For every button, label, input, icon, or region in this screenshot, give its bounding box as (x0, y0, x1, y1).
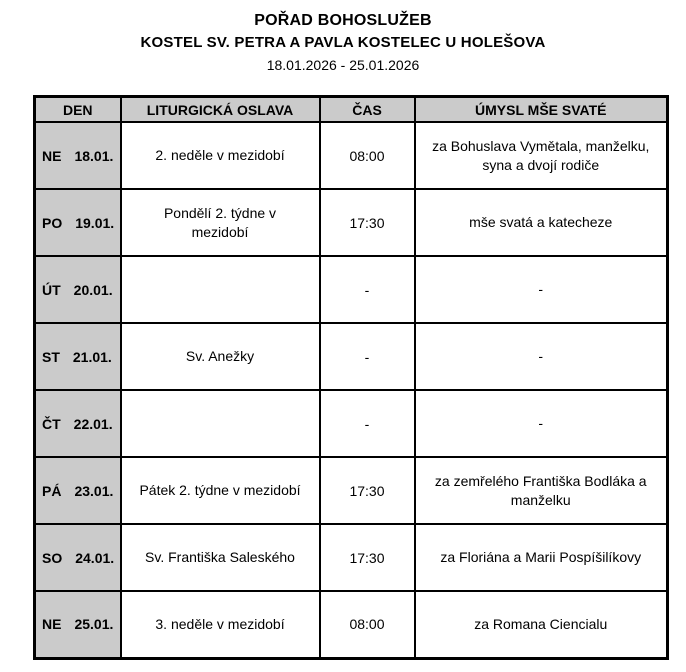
intention-cell: mše svatá a katecheze (415, 189, 668, 256)
intention-cell: za Romana Ciencialu (415, 591, 668, 658)
schedule-row (35, 390, 668, 457)
day-cell (35, 390, 121, 457)
celebration-cell (121, 390, 320, 457)
day-cell (35, 524, 121, 591)
time-cell: - (320, 390, 415, 457)
schedule-row (35, 524, 668, 591)
time-cell: 08:00 (320, 591, 415, 658)
schedule-row (35, 256, 668, 323)
day-date: 22.01. (73, 415, 113, 432)
date-range: 18.01.2026 - 25.01.2026 (266, 57, 420, 73)
column-header-day: DEN (35, 97, 121, 123)
column-header-celebration: LITURGICKÁ OSLAVA (121, 97, 320, 123)
schedule-row (35, 122, 668, 189)
day-date: 20.01. (73, 281, 113, 298)
schedule-table (33, 95, 669, 660)
schedule-row (35, 189, 668, 256)
schedule-row (35, 591, 668, 658)
day-abbrev: NE (42, 616, 62, 633)
day-abbrev: PO (42, 214, 63, 231)
celebration-cell: Pondělí 2. týdne v mezidobí (121, 189, 320, 256)
page-title: POŘAD BOHOSLUŽEB (254, 12, 432, 29)
day-date: 21.01. (72, 348, 112, 365)
schedule-row (35, 323, 668, 390)
day-abbrev: NE (42, 147, 62, 164)
celebration-cell: Pátek 2. týdne v mezidobí (121, 457, 320, 524)
day-cell (35, 189, 121, 256)
header-row (35, 97, 668, 123)
celebration-cell (121, 256, 320, 323)
intention-cell: - (415, 323, 668, 390)
intention-cell: za Floriána a Marii Pospíšilíkovy (415, 524, 668, 591)
day-cell (35, 457, 121, 524)
celebration-cell: Sv. Františka Saleského (121, 524, 320, 591)
day-cell (35, 256, 121, 323)
column-header-time: ČAS (320, 97, 415, 123)
time-cell: - (320, 323, 415, 390)
day-date: 19.01. (75, 214, 115, 231)
title-block (0, 0, 686, 76)
day-abbrev: SO (42, 549, 63, 566)
intention-cell: za zemřelého Františka Bodláka a manželku (415, 457, 668, 524)
day-abbrev: ČT (42, 415, 61, 432)
church-name: KOSTEL SV. PETRA A PAVLA KOSTELEC U HOLEŠOVA (140, 34, 546, 51)
day-cell (35, 122, 121, 189)
celebration-cell: 3. neděle v mezidobí (121, 591, 320, 658)
intention-cell: za Bohuslava Vymětala, manželku, syna a dvojí rodiče (415, 122, 668, 189)
column-header-intention: ÚMYSL MŠE SVATÉ (415, 97, 668, 123)
day-date: 18.01. (74, 147, 114, 164)
day-date: 25.01. (74, 616, 114, 633)
time-cell: 17:30 (320, 189, 415, 256)
time-cell: 17:30 (320, 457, 415, 524)
schedule-row (35, 457, 668, 524)
day-cell (35, 323, 121, 390)
celebration-cell: Sv. Anežky (121, 323, 320, 390)
celebration-cell: 2. neděle v mezidobí (121, 122, 320, 189)
schedule-table-header (35, 97, 668, 123)
schedule-table-body (35, 122, 668, 658)
intention-cell: - (415, 256, 668, 323)
time-cell: - (320, 256, 415, 323)
day-cell (35, 591, 121, 658)
day-abbrev: ST (42, 348, 60, 365)
day-abbrev: PÁ (42, 482, 62, 499)
day-abbrev: ÚT (42, 281, 61, 298)
time-cell: 08:00 (320, 122, 415, 189)
time-cell: 17:30 (320, 524, 415, 591)
intention-cell: - (415, 390, 668, 457)
day-date: 23.01. (74, 482, 114, 499)
day-date: 24.01. (75, 549, 115, 566)
